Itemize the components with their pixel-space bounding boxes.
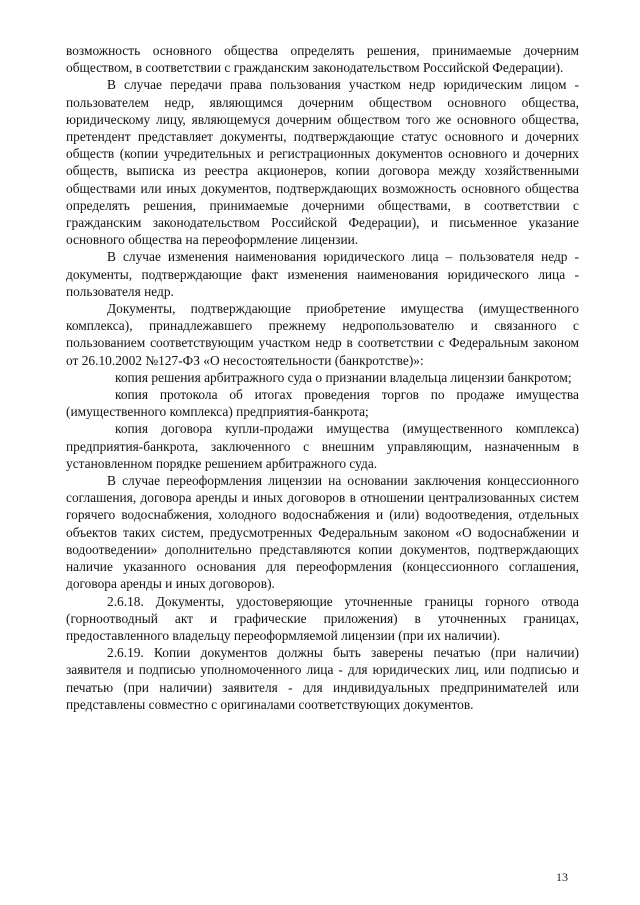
list-item-auction-protocol: копия протокола об итогах проведения торгов по продаже имущества (имущественного комплекса) предприятия-банкрота; (66, 387, 579, 420)
paragraph-concession: В случае переоформления лицензии на основании заключения концессионного соглашения, договора аренды и иных договоров в отношении централизованных систем горячего водоснабжения, холодного водоснабжения и (или) водоотведения, отдельных объектов таких систем, предусмотренных Федеральным законом «О водоснабжении и водоотведении» дополнительно представляются копии документов, подтверждающих наличие указанного основания для переоформления (концессионного соглашения, договора аренды и иных договоров). (66, 473, 579, 592)
list-item-court-decision: копия решения арбитражного суда о признании владельца лицензии банкротом; (115, 369, 572, 385)
paragraph-name-change: В случае изменения наименования юридического лица – пользователя недр - документы, подтверждающие факт изменения наименования юридического лица - пользователя недр. (66, 249, 579, 299)
paragraph-continuation: возможность основного общества определять решения, принимаемые дочерним обществом, в соответствии с гражданским законодательством Российской Федерации). (66, 43, 579, 76)
paragraph-subsidiary-transfer: В случае передачи права пользования участком недр юридическим лицом - пользователем недр, являющимся дочерним обществом основного общества, юридическому лицу, являющемуся дочерним обществом того же основного общества, претендент представляет документы, подтверждающие статус основного и дочерних обществ (копии учредительных и регистрационных документов основного и дочерних обществ, выписка из реестра акционеров, копии договора между хозяйственными обществами или иных документов, подтверждающих возможность основного общества определять решения, принимаемые дочерними обществами, в соответствии с гражданским законодательством Российской Федерации), и письменное указание основного общества на переоформление лицензии. (66, 77, 579, 248)
paragraph-2-6-18: 2.6.18. Документы, удостоверяющие уточненные границы горного отвода (горноотводный акт и графические приложения) в уточненных границах, предоставленного владельцу переоформляемой лицензии (при их наличии). (66, 593, 579, 643)
paragraph-2-6-19: 2.6.19. Копии документов должны быть заверены печатью (при наличии) заявителя и подписью уполномоченного лица - для юридических лиц, или подписью и печатью (при наличии) заявителя - для индивидуальных предпринимателей или представлены совместно с оригиналами соответствующих документов. (66, 645, 579, 712)
list-item-sale-contract: копия договора купли-продажи имущества (имущественного комплекса) предприятия-банкрота, заключенного с внешним управляющим, назначенным в установленном порядке решением арбитражного суда. (66, 421, 579, 471)
page-number: 13 (556, 870, 568, 884)
paragraph-bankruptcy-documents: Документы, подтверждающие приобретение имущества (имущественного комплекса), принадлежавшего прежнему недропользователю и связанного с пользованием соответствующим участком недр в соответствии с Федеральным законом от 26.10.2002 №127-ФЗ «О несостоятельности (банкротстве)»: (66, 301, 579, 368)
body-text (66, 42, 579, 713)
